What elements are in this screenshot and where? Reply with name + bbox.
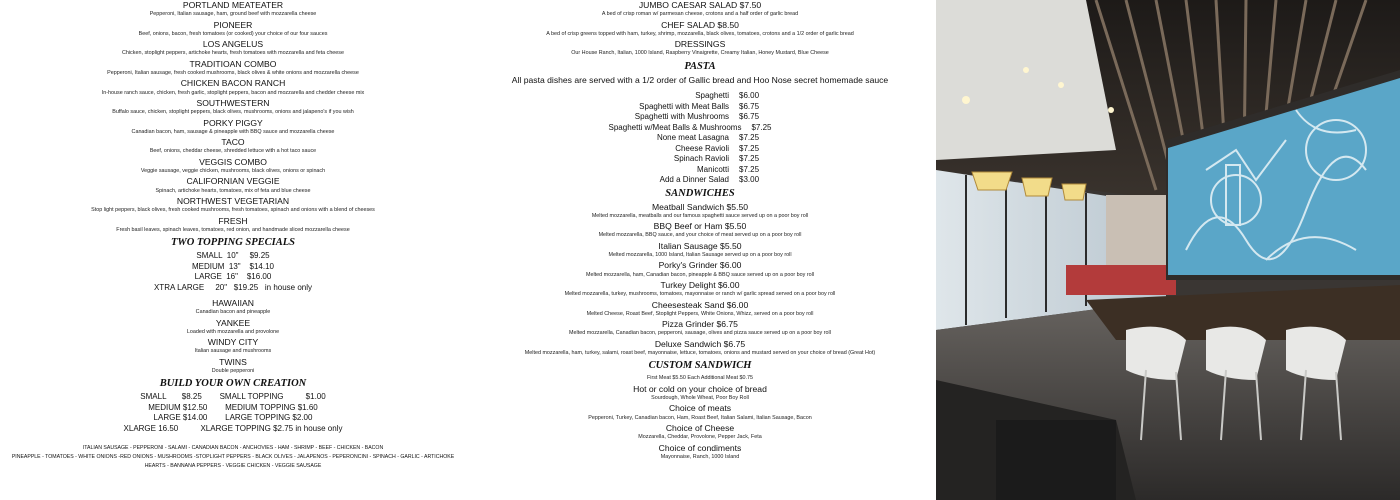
menu-item-desc: In-house ranch sauce, chicken, fresh garlic, stoplight peppers, bacon and mozzarella and chedder cheese mix [101, 89, 365, 96]
pasta-item-name: Spinach Ravioli [673, 154, 729, 164]
menu-item-desc: Melted mozzarella, ham, turkey, salami, roast beef, mayonnaise, lettuce, tomatoes, onions and mustard served on your choice of bread (Great Hot) [524, 350, 876, 356]
menu-item-desc: Stop light peppers, black olives, fresh cooked mushrooms, fresh tomatoes, spinach and onions with a blend of cheeses [91, 207, 375, 214]
pasta-item [466, 154, 934, 165]
menu-item-desc: Loaded with mozzarella and provolone [186, 328, 280, 335]
menu-item-desc: A bed of crisp roman w/ parmesan cheese, crotons and a half order of garlic bread [601, 11, 799, 18]
price-line: LARGE 16" $16.00 [194, 272, 272, 282]
menu-item-name: WINDY CITY [207, 337, 259, 348]
menu-item-desc: Pepperoni, Italian sausage, fresh cooked mushrooms, black olives & white onions and mozzarella cheese [107, 70, 359, 77]
menu-item-desc: Melted mozzarella, ham, Canadian bacon, pineapple & BBQ sauce served up on a poor boy roll [585, 271, 815, 278]
custom-sandwich-line: Mayonnaise, Ranch, 1000 Island [660, 453, 740, 460]
pasta-item [466, 144, 934, 155]
pasta-item-price: $7.25 [739, 133, 760, 143]
menu-item-desc: Veggie sausage, veggie chicken, mushrooms, black olives, onions or spinach [140, 168, 326, 175]
menu-item-desc: Spinach, artichoke hearts, tomatoes, mix of feta and blue cheese [155, 187, 311, 194]
menu-item-desc: Beef, onions, cheddar cheese, shredded lettuce with a hot taco sauce [149, 148, 317, 155]
menu-item-name: DRESSINGS [674, 39, 726, 50]
pasta-list [466, 91, 934, 186]
pasta-item-price: $7.25 [751, 122, 772, 132]
two-topping-prices [0, 251, 466, 293]
custom-sandwich-line: Pepperoni, Turkey, Canadian bacon, Ham, Roast Beef, Italian Salami, Italian Sausage, Bacon [588, 414, 812, 421]
pasta-item [466, 102, 934, 113]
restaurant-interior-photo [936, 0, 1400, 500]
menu-item-name: SOUTHWESTERN [196, 98, 270, 109]
menu-item-name: Pizza Grinder $6.75 [662, 319, 738, 330]
custom-sandwich-line: Sourdough, Whole Wheat, Poor Boy Roll [651, 395, 749, 402]
pasta-item [466, 175, 934, 186]
pizza-list [0, 0, 466, 235]
pasta-item-price: $3.00 [739, 175, 760, 185]
menu-item-name: TACO [221, 137, 245, 148]
menu-item-desc: Canadian bacon, ham, sausage & pineapple with BBQ sauce and mozzarella cheese [131, 128, 335, 135]
price-line: SMALL 10" $9.25 [196, 251, 270, 261]
custom-sandwich-line: Mozzarella, Cheddar, Provolone, Pepper Jack, Feta [638, 434, 762, 441]
menu-item-name: Porky's Grinder $6.00 [658, 260, 742, 271]
topping-list [0, 444, 466, 470]
price-line: XTRA LARGE 20" $19.25 in house only [153, 282, 313, 292]
pasta-item-name: Add a Dinner Salad [659, 175, 729, 185]
menu-item-name: CALIFORNIAN VEGGIE [186, 176, 280, 187]
menu-item-name: HAWAIIAN [212, 297, 254, 308]
menu-column-pizza [0, 0, 466, 500]
custom-sandwich-line: Hot or cold on your choice of bread [633, 383, 767, 394]
menu-item-name: PORTLAND MEATEATER [182, 0, 284, 10]
pasta-item [466, 123, 934, 134]
byo-prices [0, 392, 466, 434]
two-topping-heading: TWO TOPPING SPECIALS [170, 237, 296, 249]
menu-item-name: CHEF SALAD $8.50 [661, 19, 739, 30]
pasta-intro: All pasta dishes are served with a 1/2 order of Gallic bread and Hoo Nose secret homemade sauce [511, 74, 889, 85]
topping-line: HEARTS - BANNANA PEPPERS - VEGGIE CHICKEN - VEGGIE SAUSAGE [144, 462, 322, 469]
menu-item-name: PIONEER [213, 19, 253, 30]
menu-item-desc: Melted Cheese, Roast Beef, Stoplight Peppers, White Onions, Whizz, served on a poor boy roll [586, 310, 814, 317]
price-line: MEDIUM 13" $14.10 [192, 261, 274, 271]
custom-sandwich-info [466, 374, 934, 462]
pasta-item-name: Spaghetti with Meat Balls [639, 101, 729, 111]
pasta-item-name: Spaghetti [695, 91, 729, 101]
menu-item-desc: Melted mozzarella, 1000 Island, Italian Sausage served up on a poor boy roll [608, 251, 792, 258]
topping-line: ITALIAN SAUSAGE - PEPPERONI - SALAMI - CANADIAN BACON - ANCHOVIES - HAM - SHRIMP - BEEF - CHICKEN - BACON [82, 445, 384, 451]
menu-item-desc: Canadian bacon and pineapple [195, 309, 271, 316]
price-line: LARGE $14.00 LARGE TOPPING $2.00 [153, 413, 313, 423]
pasta-item-price: $6.75 [739, 112, 760, 122]
menu-item-name: FRESH [218, 215, 248, 226]
pasta-item-price: $7.25 [739, 154, 760, 164]
menu-item-desc: Chicken, stoplight peppers, artichoke hearts, fresh tomatoes with mozzarella and feta cheese [121, 50, 345, 57]
byo-heading: BUILD YOUR OWN CREATION [159, 378, 307, 390]
custom-sandwich-line: Choice of meats [668, 403, 732, 414]
topping-line: PINEAPPLE - TOMATOES - WHITE ONIONS -RED ONIONS - MUSHROOMS -STOPLIGHT PEPPERS - BLACK OLIVES - JALAPENOS - PEPERONCINI - SPINACH - GARLIC - ARTICHOKE [11, 453, 455, 460]
pasta-item [466, 133, 934, 144]
menu-item-name: VEGGIS COMBO [199, 156, 267, 167]
menu-item-name: Italian Sausage $5.50 [658, 240, 742, 251]
menu-item-name: PORKY PIGGY [203, 117, 263, 128]
menu-item-desc: Double pepperoni [211, 367, 255, 374]
menu-item-desc: Buffalo sauce, chicken, stoplight peppers, black olives, mushrooms, onions and jalapeno's if you wish [112, 109, 354, 116]
menu-item-desc: A bed of crisp greens topped with ham, turkey, shrimp, mozzarella, black olives, tomatoes, crotons and a 1/2 order of garlic bread [546, 30, 854, 37]
two-topping-items [0, 298, 466, 376]
menu-item-name: BBQ Beef or Ham $5.50 [653, 221, 747, 232]
menu-item-desc: Pepperoni, Italian sausage, ham, ground beef with mozzarella cheese [149, 11, 317, 18]
price-line: XLARGE 16.50 XLARGE TOPPING $2.75 in house only [123, 423, 343, 433]
pasta-item [466, 112, 934, 123]
menu-item-name: YANKEE [215, 317, 251, 328]
menu-item-name: JUMBO CAESAR SALAD $7.50 [638, 0, 762, 10]
sandwich-list [466, 202, 934, 359]
menu-item-desc: Melted mozzarella, Canadian bacon, pepperoni, sausage, olives and pizza sauce served up on a poor boy roll [569, 330, 831, 337]
menu-item-desc: Melted mozzarella, meatballs and our famous spaghetti sauce served up on a poor boy roll [591, 212, 809, 219]
menu-item-desc: Beef, onions, bacon, fresh tomatoes (or cooked) your choice of our four sauces [138, 30, 328, 37]
menu-item-desc: Fresh basil leaves, spinach leaves, tomatoes, red onion, and handmade sliced mozzarella cheese [116, 226, 350, 233]
pasta-item-name: Manicotti [696, 164, 729, 174]
pasta-item-price: $7.25 [739, 164, 760, 174]
menu-item-name: Cheesesteak Sand $6.00 [651, 299, 749, 310]
pasta-item-name: Spaghetti w/Meat Balls & Mushrooms [608, 122, 742, 132]
menu-item-desc: Italian sausage and mushrooms [194, 348, 272, 355]
menu-item-name: TRADITIOAN COMBO [189, 58, 277, 69]
menu-item-name: TWINS [219, 356, 247, 367]
pasta-item-price: $6.00 [739, 91, 760, 101]
pasta-heading: PASTA [684, 60, 716, 72]
menu-item-name: NORTHWEST VEGETARIAN [176, 196, 290, 207]
menu-item-desc: Our House Ranch, Italian, 1000 Island, Raspberry Vinaigrette, Creamy Italian, Honey Mustard, Blue Cheese [571, 50, 829, 57]
menu-item-name: LOS ANGELUS [202, 39, 264, 50]
menu-item-name: Deluxe Sandwich $6.75 [654, 338, 746, 349]
pasta-item [466, 91, 934, 102]
custom-sandwich-heading: CUSTOM SANDWICH [648, 360, 752, 372]
pasta-item-name: None meat Lasagna [656, 133, 729, 143]
pasta-item [466, 165, 934, 176]
pasta-item-price: $7.25 [739, 143, 760, 153]
pasta-item-price: $6.75 [739, 101, 760, 111]
pasta-item-name: Spaghetti with Mushrooms [634, 112, 729, 122]
price-line: MEDIUM $12.50 MEDIUM TOPPING $1.60 [148, 402, 318, 412]
pasta-item-name: Cheese Ravioli [675, 143, 729, 153]
menu-item-name: Meatball Sandwich $5.50 [651, 201, 749, 212]
custom-sandwich-line: First Meat $5.50 Each Additional Meat $0.75 [646, 375, 754, 382]
menu-item-desc: Melted mozzarella, turkey, mushrooms, tomatoes, mayonnaise or ranch w/ garlic spread served on a poor boy roll [564, 291, 836, 298]
salad-list [466, 0, 934, 59]
price-line: SMALL $8.25 SMALL TOPPING $1.00 [140, 392, 326, 402]
sandwiches-heading: SANDWICHES [665, 187, 735, 199]
menu-item-name: CHICKEN BACON RANCH [180, 78, 286, 89]
menu-column-pasta-sandwich [466, 0, 934, 500]
custom-sandwich-line: Choice of Cheese [665, 423, 735, 434]
menu-item-name: Turkey Delight $6.00 [660, 279, 740, 290]
custom-sandwich-line: Choice of condiments [658, 442, 742, 453]
menu-item-desc: Melted mozzarella, BBQ sauce, and your choice of meat served up on a poor boy roll [598, 232, 802, 239]
